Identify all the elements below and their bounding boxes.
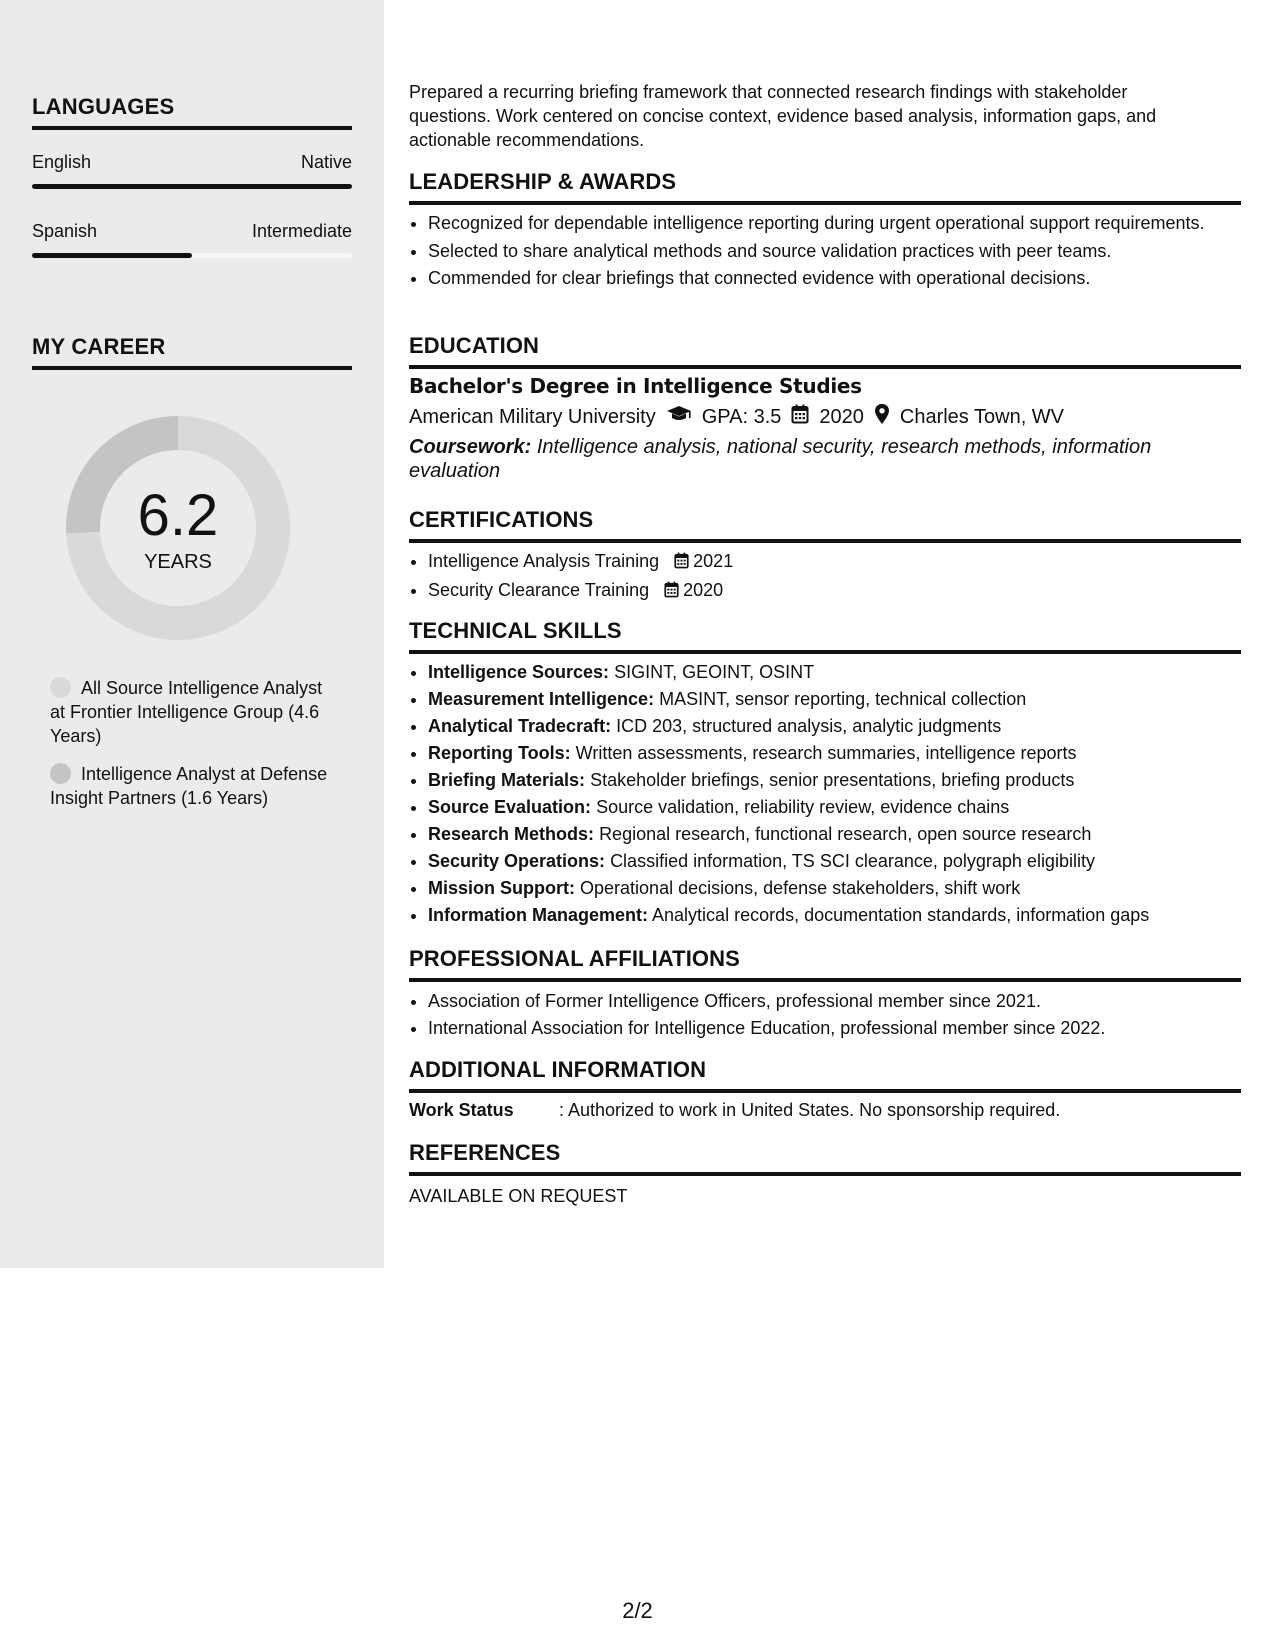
- school-location: Charles Town, WV: [899, 405, 1065, 428]
- references-heading: REFERENCES: [409, 1140, 1241, 1176]
- gpa: GPA: 3.5: [701, 405, 782, 428]
- calendar-icon: [674, 550, 689, 577]
- skill-value: Stakeholder briefings, senior presentations, briefing products: [590, 770, 1075, 790]
- list-item: [428, 821, 1248, 848]
- skill-label: Source Evaluation:: [428, 797, 592, 817]
- career-years-label: YEARS: [144, 551, 212, 573]
- leadership-list: [409, 211, 1248, 292]
- graduation-year: 2020: [819, 405, 864, 428]
- skill-label: Security Operations:: [428, 851, 606, 871]
- skill-value: Source validation, reliability review, evidence chains: [596, 797, 1010, 817]
- skill-value: Written assessments, research summaries, intelligence reports: [575, 743, 1077, 763]
- list-item: [428, 740, 1248, 767]
- career-legend-item: [50, 676, 340, 748]
- location-pin-icon: [874, 403, 890, 431]
- certification-year: 2021: [693, 551, 734, 571]
- language-row-spanish: [32, 221, 352, 242]
- list-item: [428, 659, 1248, 686]
- calendar-icon: [664, 579, 679, 606]
- language-name: Spanish: [32, 221, 98, 241]
- skill-value: ICD 203, structured analysis, analytic judgments: [616, 716, 1002, 736]
- work-status-label: Work Status: [409, 1100, 514, 1120]
- skill-value: Regional research, functional research, open source research: [599, 824, 1092, 844]
- list-item: • International Association for Intelligence Education, professional member since 2022.: [428, 1015, 1248, 1042]
- references-text: AVAILABLE ON REQUEST: [409, 1186, 628, 1206]
- work-status-value: : Authorized to work in United States. No sponsorship required.: [559, 1100, 1061, 1120]
- certifications-heading: CERTIFICATIONS: [409, 507, 1241, 543]
- language-row-english: [32, 152, 352, 173]
- additional-info-heading: ADDITIONAL INFORMATION: [409, 1057, 1241, 1093]
- affiliations-list: [409, 988, 1248, 1042]
- degree-title: Bachelor's Degree in Intelligence Studies: [409, 374, 862, 398]
- affiliations-heading: PROFESSIONAL AFFILIATIONS: [409, 946, 1241, 982]
- skill-value: Operational decisions, defense stakeholders, shift work: [580, 878, 1021, 898]
- list-item: [428, 577, 1248, 606]
- career-total-years: 6.2: [137, 483, 219, 548]
- page-number: 2/2: [622, 1598, 653, 1623]
- education-meta: [409, 403, 1064, 431]
- list-item: • Recognized for dependable intelligence reporting during urgent operational support requirements.: [428, 211, 1248, 235]
- graduation-cap-icon: [666, 405, 692, 429]
- language-bar-spanish: [32, 253, 352, 258]
- language-level: Intermediate: [251, 221, 352, 241]
- sidebar: [0, 0, 384, 1268]
- list-item: [428, 548, 1248, 577]
- list-item: • Selected to share analytical methods and source validation practices with peer teams.: [428, 238, 1248, 265]
- language-bar-english: [32, 184, 352, 189]
- skill-label: Mission Support:: [428, 878, 575, 898]
- list-item: [428, 848, 1248, 875]
- skill-label: Intelligence Sources:: [428, 662, 610, 682]
- career-item-label: Intelligence Analyst at Defense Insight Partners (1.6 Years): [50, 764, 328, 808]
- list-item: [428, 713, 1248, 740]
- certification-name: Security Clearance Training: [428, 580, 650, 600]
- certification-year: 2020: [683, 580, 724, 600]
- list-item: [428, 794, 1248, 821]
- skill-label: Analytical Tradecraft:: [428, 716, 612, 736]
- skill-label: Briefing Materials:: [428, 770, 586, 790]
- certification-name: Intelligence Analysis Training: [428, 551, 660, 571]
- certifications-list: [409, 548, 1248, 606]
- calendar-icon: [791, 404, 809, 430]
- skill-value: Analytical records, documentation standards, information gaps: [652, 905, 1150, 925]
- skill-value: SIGINT, GEOINT, OSINT: [614, 662, 815, 682]
- career-legend-item: [50, 762, 340, 810]
- skills-heading: TECHNICAL SKILLS: [409, 618, 1241, 654]
- school-name: American Military University: [409, 405, 656, 428]
- coursework-label: Coursework:: [409, 436, 532, 458]
- language-bar-fill: [32, 253, 192, 258]
- coursework-text: Intelligence analysis, national security, research methods, information evaluation: [409, 436, 1152, 482]
- skill-label: Research Methods:: [428, 824, 595, 844]
- education-heading: EDUCATION: [409, 333, 1241, 369]
- languages-heading: LANGUAGES: [32, 94, 352, 130]
- skill-value: MASINT, sensor reporting, technical collection: [659, 689, 1027, 709]
- legend-dot-icon: [50, 677, 71, 698]
- skill-label: Reporting Tools:: [428, 743, 571, 763]
- skill-label: Information Management:: [428, 905, 649, 925]
- list-item: [428, 902, 1248, 929]
- skill-value: Classified information, TS SCI clearance, polygraph eligibility: [610, 851, 1095, 871]
- coursework: [409, 435, 1199, 483]
- leadership-heading: LEADERSHIP & AWARDS: [409, 169, 1241, 205]
- language-bar-fill: [32, 184, 352, 189]
- list-item: [428, 767, 1248, 794]
- language-name: English: [32, 152, 92, 172]
- work-status-row: [409, 1100, 1060, 1121]
- legend-dot-icon: [50, 763, 71, 784]
- list-item: • Commended for clear briefings that connected evidence with operational decisions.: [428, 265, 1248, 292]
- list-item: [428, 875, 1248, 902]
- skill-label: Measurement Intelligence:: [428, 689, 655, 709]
- career-item-label: All Source Intelligence Analyst at Frontier Intelligence Group (4.6 Years): [50, 678, 323, 746]
- list-item: [428, 686, 1248, 713]
- language-level: Native: [300, 152, 352, 172]
- skills-list: [409, 659, 1248, 929]
- career-heading: MY CAREER: [32, 334, 352, 370]
- list-item: • Association of Former Intelligence Officers, professional member since 2021.: [428, 988, 1248, 1015]
- intro-paragraph: Prepared a recurring briefing framework that connected research findings with stakeholder questions. Work centered on concise context, evidence based analysis, information gaps, and actionable recommendations.: [409, 82, 1157, 150]
